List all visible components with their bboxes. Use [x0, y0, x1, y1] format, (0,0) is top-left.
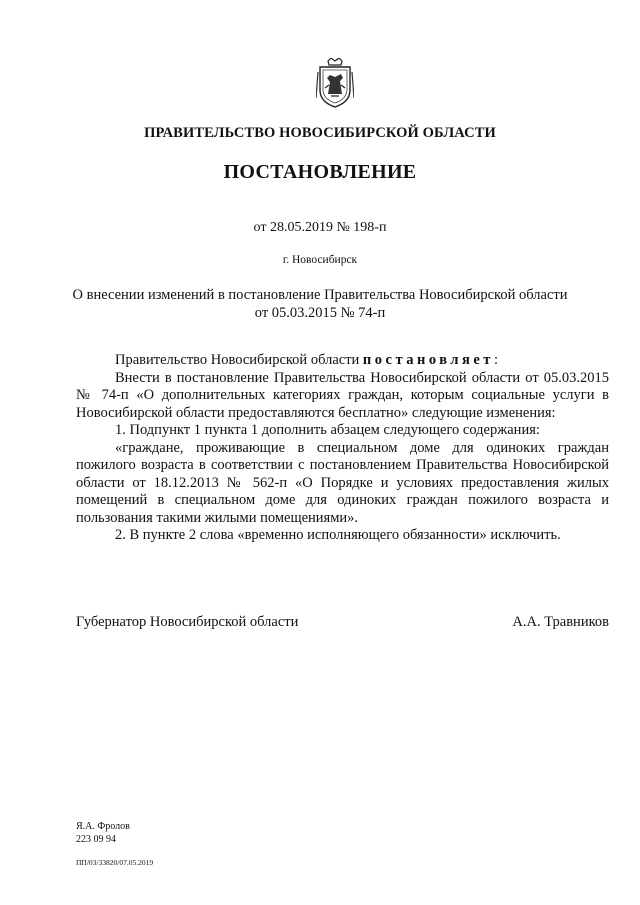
preamble-emphasis: постановляет	[362, 352, 494, 368]
executor-phone: 223 09 94	[76, 834, 116, 845]
subject-line-1: О внесении изменений в постановление Правительства Новосибирской области	[72, 287, 568, 303]
preamble-colon: :	[493, 352, 498, 368]
executor-block	[76, 820, 130, 846]
paragraph-amend-intro: Внести в постановление Правительства Новосибирской области от 05.03.2015 № 74-п «О дополнительных категориях граждан, которым социальные услуги в Новосибирской области предоставляются бесплатно» следующие изменения:	[76, 369, 609, 421]
executor-name: Я.А. Фролов	[76, 821, 130, 832]
document-date-number: от 28.05.2019 № 198-п	[253, 220, 387, 235]
paragraph-item-2: 2. В пункте 2 слова «временно исполняющего обязанности» исключить.	[115, 527, 561, 543]
organization-title: ПРАВИТЕЛЬСТВО НОВОСИБИРСКОЙ ОБЛАСТИ	[144, 125, 496, 141]
preamble-text: Правительство Новосибирской области	[115, 352, 363, 368]
document-reference: ПП/03/33820/07.05.2019	[76, 858, 154, 867]
document-type-title: ПОСТАНОВЛЕНИЕ	[223, 161, 417, 183]
signatory-position: Губернатор Новосибирской области	[76, 614, 299, 630]
paragraph-quoted-addition: «граждане, проживающие в специальном доме для одиноких граждан пожилого возраста в соответствии с постановлением Правительства Новосибирской области от 18.12.2013 № 562-п «О Порядке и условиях предоставления жилых помещений в специальном доме для одиноких граждан пожилого возраста и пользования такими жилыми помещениями».	[76, 439, 609, 526]
subject-line-2: от 05.03.2015 № 74-п	[254, 305, 386, 321]
city-label: г. Новосибирск	[282, 254, 358, 266]
paragraph-item-1: 1. Подпункт 1 пункта 1 дополнить абзацем следующего содержания:	[115, 422, 540, 438]
coat-of-arms-emblem-icon	[316, 58, 354, 108]
preamble-paragraph	[76, 352, 609, 370]
document-body	[76, 352, 609, 545]
signatory-name: А.А. Травников	[512, 614, 609, 630]
